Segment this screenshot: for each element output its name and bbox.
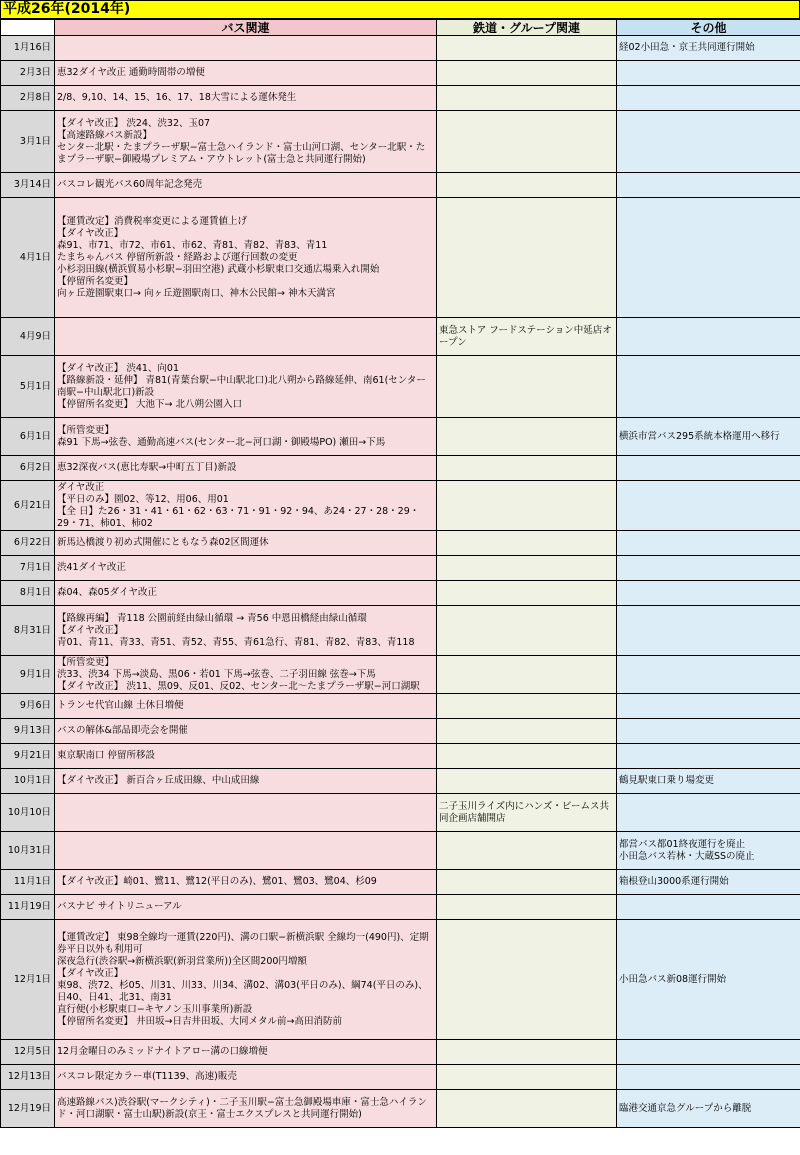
bus-cell: [55, 36, 437, 61]
other-cell: [617, 531, 800, 556]
header-date: [1, 20, 55, 36]
bus-cell: 【ダイヤ改正】 渋41、向01 【路線新設・延伸】 青81(青葉台駅−中山駅北口)北八朔から路線延伸、南61(センター南駅−中山駅北口)新設 【停留所名変更】 大池下→ 北八朔公園入口: [55, 356, 437, 418]
rail-cell: [437, 581, 617, 606]
rail-cell: 二子玉川ライズ内にハンズ・ビームス共同企画店舗開店: [437, 794, 617, 832]
other-cell: [617, 111, 800, 173]
other-cell: [617, 481, 800, 531]
table-row: [1, 61, 800, 86]
date-cell: 3月1日: [1, 111, 55, 173]
other-cell: [617, 61, 800, 86]
bus-cell: 森04、森05ダイヤ改正: [55, 581, 437, 606]
date-cell: 6月2日: [1, 456, 55, 481]
header-other: その他: [617, 20, 800, 36]
table-row: [1, 744, 800, 769]
date-cell: 9月6日: [1, 694, 55, 719]
table-row: [1, 769, 800, 794]
other-cell: 臨港交通京急グループから離脱: [617, 1090, 800, 1128]
other-cell: 経02小田急・京王共同運行開始: [617, 36, 800, 61]
bus-cell: 【所管変更】 森91 下馬→弦巻、通勤高速バス(センター北−河口湖・御殿場PO) 瀬田→下馬: [55, 418, 437, 456]
rail-cell: [437, 36, 617, 61]
bus-cell: 【運賃改定】 東98全線均一運賃(220円)、溝の口駅−新横浜駅 全線均一(490円)、定期券平日以外も利用可 深夜急行(渋谷駅→新横浜駅(新羽営業所))全区間200円増額 【ダイヤ改正】 東98、渋72、杉05、川31、川33、川34、溝02、溝03(平日のみ)、綱74(平日のみ)、日40、日41、北31、南31 直行便(小杉駅東口−キヤノン玉川事業所)新設 【停留所名変更】 井田坂→日吉井田坂、大同メタル前→高田消防前: [55, 920, 437, 1040]
rail-cell: [437, 481, 617, 531]
other-cell: 横浜市営バス295系統本格運用へ移行: [617, 418, 800, 456]
table-row: [1, 198, 800, 318]
rail-cell: [437, 1065, 617, 1090]
rail-cell: [437, 694, 617, 719]
other-cell: [617, 556, 800, 581]
rail-cell: [437, 556, 617, 581]
table-row: [1, 418, 800, 456]
other-cell: [617, 656, 800, 694]
table-row: [1, 456, 800, 481]
bus-cell: 新馬込橋渡り初め式開催にともなう森02区間運休: [55, 531, 437, 556]
bus-cell: [55, 832, 437, 870]
date-cell: 2月3日: [1, 61, 55, 86]
rail-cell: [437, 656, 617, 694]
rail-cell: [437, 832, 617, 870]
other-cell: [617, 895, 800, 920]
date-cell: 9月21日: [1, 744, 55, 769]
bus-cell: 東京駅南口 停留所移設: [55, 744, 437, 769]
bus-cell: [55, 318, 437, 356]
bus-cell: 【ダイヤ改正】 新百合ヶ丘成田線、中山成田線: [55, 769, 437, 794]
table-row: [1, 719, 800, 744]
table-row: [1, 36, 800, 61]
date-cell: 12月1日: [1, 920, 55, 1040]
date-cell: 9月1日: [1, 656, 55, 694]
header-row: [1, 20, 800, 36]
date-cell: 11月1日: [1, 870, 55, 895]
rail-cell: [437, 895, 617, 920]
rail-cell: [437, 1090, 617, 1128]
table-row: [1, 556, 800, 581]
bus-cell: バスコレ観光バス60周年記念発売: [55, 173, 437, 198]
rail-cell: [437, 719, 617, 744]
date-cell: 6月1日: [1, 418, 55, 456]
bus-cell: バスナビ サイトリニューアル: [55, 895, 437, 920]
table-row: [1, 694, 800, 719]
other-cell: [617, 198, 800, 318]
bus-cell: [55, 794, 437, 832]
date-cell: 3月14日: [1, 173, 55, 198]
bus-cell: 2/8、9,10、14、15、16、17、18大雪による運休発生: [55, 86, 437, 111]
date-cell: 10月10日: [1, 794, 55, 832]
date-cell: 1月16日: [1, 36, 55, 61]
other-cell: [617, 173, 800, 198]
table-row: [1, 318, 800, 356]
bus-cell: バスの解体&部品即売会を開催: [55, 719, 437, 744]
date-cell: 12月13日: [1, 1065, 55, 1090]
bus-cell: 高速路線バス)渋谷駅(マークシティ)・二子玉川駅−富士急御殿場車庫・富士急ハイランド・河口湖駅・富士山駅)新設(京王・富士エクスプレスと共同運行開始): [55, 1090, 437, 1128]
rail-cell: [437, 86, 617, 111]
date-cell: 6月22日: [1, 531, 55, 556]
table-row: [1, 481, 800, 531]
bus-cell: 【所管変更】 渋33、渋34 下馬→淡島、黒06・若01 下馬→弦巻、二子羽田線 弦巻→下馬 【ダイヤ改正】 渋11、黒09、反01、反02、センター北〜たまプラーザ駅−河口湖駅: [55, 656, 437, 694]
other-cell: [617, 794, 800, 832]
bus-cell: 【ダイヤ改正】崎01、鷺11、鷺12(平日のみ)、鷺01、鷺03、鷺04、杉09: [55, 870, 437, 895]
date-cell: 4月1日: [1, 198, 55, 318]
table-row: [1, 606, 800, 656]
date-cell: 10月1日: [1, 769, 55, 794]
table-row: [1, 1040, 800, 1065]
rail-cell: [437, 456, 617, 481]
other-cell: [617, 356, 800, 418]
bus-cell: バスコレ限定カラー車(T1139、高速)販売: [55, 1065, 437, 1090]
other-cell: [617, 719, 800, 744]
rail-cell: [437, 606, 617, 656]
rail-cell: [437, 418, 617, 456]
table-row: [1, 581, 800, 606]
rail-cell: [437, 769, 617, 794]
table-row: [1, 531, 800, 556]
table-row: [1, 870, 800, 895]
other-cell: [617, 1040, 800, 1065]
table-row: [1, 794, 800, 832]
rail-cell: [437, 744, 617, 769]
other-cell: [617, 456, 800, 481]
bus-cell: トランセ代官山線 土休日増便: [55, 694, 437, 719]
date-cell: 9月13日: [1, 719, 55, 744]
header-bus: バス関連: [55, 20, 437, 36]
table-row: [1, 111, 800, 173]
bus-cell: ダイヤ改正 【平日のみ】園02、等12、用06、用01 【全 日】た26・31・41・61・62・63・71・91・92・94、あ24・27・28・29・29・71、柿01、柿02: [55, 481, 437, 531]
rail-cell: [437, 870, 617, 895]
other-cell: 都営バス都01終夜運行を廃止 小田急バス若林・大蔵SSの廃止: [617, 832, 800, 870]
table-row: [1, 895, 800, 920]
other-cell: [617, 581, 800, 606]
bus-cell: 恵32深夜バス(恵比寿駅→中町五丁目)新設: [55, 456, 437, 481]
other-cell: 小田急バス新08運行開始: [617, 920, 800, 1040]
page-title: 平成26年(2014年): [0, 0, 800, 19]
bus-cell: 恵32ダイヤ改正 通勤時間帯の増便: [55, 61, 437, 86]
table-row: [1, 920, 800, 1040]
table-row: [1, 832, 800, 870]
rail-cell: [437, 198, 617, 318]
table-row: [1, 173, 800, 198]
bus-cell: 【路線再編】 青118 公園前経由緑山循環 → 青56 中恩田橋経由緑山循環 【ダイヤ改正】 青01、青11、青33、青51、青52、青55、青61急行、青81、青82、青83、青118: [55, 606, 437, 656]
rail-cell: [437, 531, 617, 556]
rail-cell: 東急ストア フードステーション中延店オープン: [437, 318, 617, 356]
date-cell: 10月31日: [1, 832, 55, 870]
table-row: [1, 1065, 800, 1090]
header-rail: 鉄道・グループ関連: [437, 20, 617, 36]
timeline-table: [0, 19, 800, 1128]
date-cell: 12月19日: [1, 1090, 55, 1128]
bus-cell: 12月金曜日のみミッドナイトアロー溝の口線増便: [55, 1040, 437, 1065]
rail-cell: [437, 61, 617, 86]
rail-cell: [437, 1040, 617, 1065]
date-cell: 12月5日: [1, 1040, 55, 1065]
other-cell: [617, 606, 800, 656]
date-cell: 4月9日: [1, 318, 55, 356]
rail-cell: [437, 111, 617, 173]
date-cell: 8月1日: [1, 581, 55, 606]
date-cell: 7月1日: [1, 556, 55, 581]
bus-cell: 【運賃改定】消費税率変更による運賃値上げ 【ダイヤ改正】 森91、市71、市72、市61、市62、青81、青82、青83、青11 たまちゃんバス 停留所新設・経路および運行回数の変更 小杉羽田線(横浜貿易小杉駅−羽田空港) 武蔵小杉駅東口交通広場乗入れ開始 【停留所名変更】 向ヶ丘遊園駅東口→ 向ヶ丘遊園駅南口、神木公民館→ 神木天満宮: [55, 198, 437, 318]
other-cell: [617, 744, 800, 769]
date-cell: 2月8日: [1, 86, 55, 111]
other-cell: 鶴見駅東口乗り場変更: [617, 769, 800, 794]
bus-cell: 【ダイヤ改正】 渋24、渋32、玉07 【高速路線バス新設】 センター北駅・たまプラーザ駅−富士急ハイランド・富士山河口湖、センター北駅・たまプラーザ駅−御殿場プレミアム・アウトレット(富士急と共同運行開始): [55, 111, 437, 173]
other-cell: [617, 1065, 800, 1090]
rail-cell: [437, 356, 617, 418]
table-row: [1, 86, 800, 111]
other-cell: [617, 86, 800, 111]
date-cell: 5月1日: [1, 356, 55, 418]
other-cell: [617, 694, 800, 719]
bus-cell: 渋41ダイヤ改正: [55, 556, 437, 581]
other-cell: [617, 318, 800, 356]
other-cell: 箱根登山3000系運行開始: [617, 870, 800, 895]
table-row: [1, 356, 800, 418]
date-cell: 11月19日: [1, 895, 55, 920]
rail-cell: [437, 920, 617, 1040]
date-cell: 6月21日: [1, 481, 55, 531]
table-row: [1, 1090, 800, 1128]
table-row: [1, 656, 800, 694]
rail-cell: [437, 173, 617, 198]
date-cell: 8月31日: [1, 606, 55, 656]
